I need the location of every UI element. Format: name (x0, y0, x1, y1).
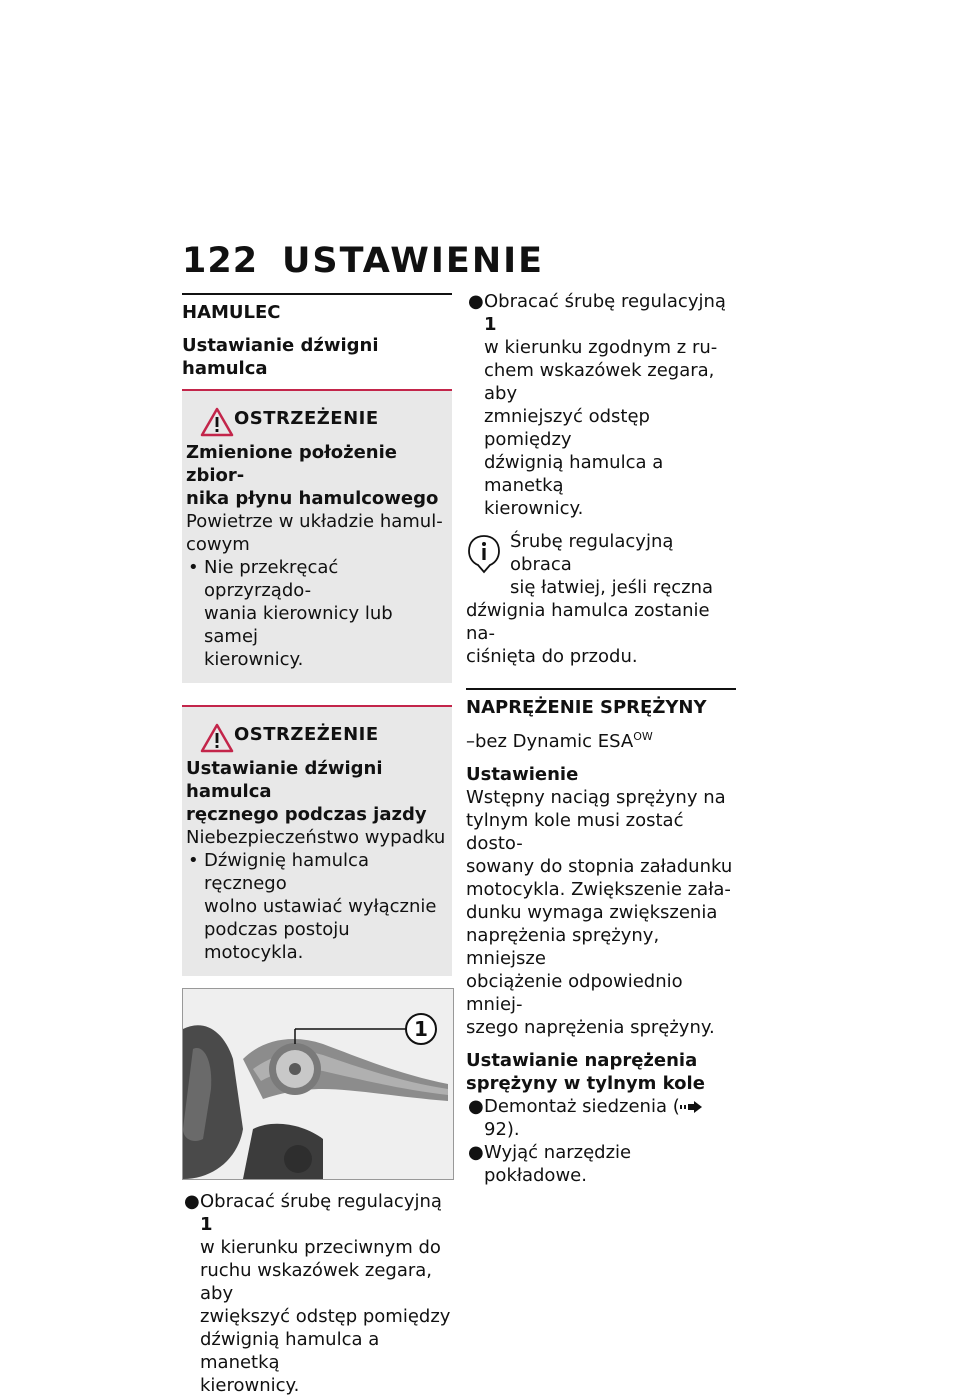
warning-box-2 (182, 707, 452, 976)
text-line: dźwignią hamulca a manetką (200, 1329, 380, 1373)
bullet-dot-icon: ● (468, 1142, 484, 1163)
brake-lever-figure (182, 988, 454, 1180)
step-remove-seat (466, 1095, 736, 1141)
left-column (182, 290, 452, 1397)
text-line: Dźwignię hamulca ręcznego (204, 850, 369, 894)
text-line: Wyjąć narzędzie pokładowe. (484, 1142, 632, 1186)
text-span: Obracać śrubę regulacyjną (200, 1191, 442, 1212)
text-line: kierownicy. (204, 649, 304, 670)
section-title-hamulec: HAMULEC (182, 302, 281, 323)
subsection-title-setting: Ustawienie (466, 764, 579, 785)
bullet-dot-icon: • (188, 850, 199, 871)
section-divider (466, 688, 736, 690)
text-line: sprężyny w tylnym kole (466, 1073, 705, 1094)
body-paragraph (466, 786, 736, 1039)
variant-note (466, 725, 736, 753)
section-divider (182, 293, 452, 295)
text-line: naprężenia sprężyny, mniejsze (466, 925, 660, 969)
subsection-title-rear-spring (466, 1049, 736, 1095)
warning-label: OSTRZEŻENIE (234, 724, 379, 745)
text-line: Zmienione położenie zbior- (186, 442, 397, 486)
step-instruction (466, 290, 736, 520)
text-span: Demontaż siedzenia ( (484, 1096, 680, 1117)
text-line: dźwignią hamulca a manetką (484, 452, 664, 496)
text-line: sowany do stopnia załadunku (466, 856, 733, 877)
text-line: nika płynu hamulcowego (186, 488, 439, 509)
subsection-title-lever: Ustawianie dźwigni hamulca (182, 335, 379, 379)
warning-bullet (186, 556, 446, 671)
info-icon (466, 534, 502, 574)
text-line: dunku wymaga zwiększenia (466, 902, 718, 923)
text-line: tylnym kole musi zostać dosto- (466, 810, 684, 854)
text-line: podczas postoju motocykla. (204, 919, 350, 963)
text-line: dźwignia hamulca zostanie na- (466, 600, 710, 644)
reference-number: 1 (484, 314, 497, 335)
warning-box-1 (182, 391, 452, 683)
text-line: Wstępny naciąg sprężyny na (466, 787, 726, 808)
right-column (466, 290, 736, 1187)
text-span: –bez Dynamic ESA (466, 731, 634, 752)
variant-superscript: OW (633, 730, 653, 743)
bullet-dot-icon: ● (468, 291, 484, 312)
text-line: się łatwiej, jeśli ręczna (510, 577, 714, 598)
text-line: kierownicy. (484, 498, 584, 519)
bullet-dot-icon: ● (184, 1191, 200, 1212)
text-line: obciążenie odpowiednio mniej- (466, 971, 683, 1015)
chapter-title: USTAWIENIE (282, 241, 545, 281)
figure-callout-number: 1 (414, 1017, 428, 1041)
text-line: Nie przekręcać oprzyrządo- (204, 557, 339, 601)
text-line: cowym (186, 534, 250, 555)
step-instruction (182, 1190, 452, 1397)
text-line: zmniejszyć odstęp pomiędzy (484, 406, 650, 450)
text-line: Powietrze w układzie hamul- (186, 511, 443, 532)
warning-label: OSTRZEŻENIE (234, 408, 379, 429)
text-line: Śrubę regulacyjną obraca (510, 531, 674, 575)
page-number: 122 (182, 241, 259, 281)
warning-body (186, 826, 446, 849)
section-title-spring: NAPRĘŻENIE SPRĘŻYNY (466, 697, 707, 718)
text-line: Ustawianie naprężenia (466, 1050, 698, 1071)
text-line: ręcznego podczas jazdy (186, 804, 427, 825)
page-reference-arrow-icon[interactable] (680, 1101, 702, 1113)
text-line (484, 290, 736, 336)
text-line: ciśnięta do przodu. (466, 646, 638, 667)
text-line: Niebezpieczeństwo wypadku (186, 827, 446, 848)
text-line: szego naprężenia sprężyny. (466, 1017, 715, 1038)
warning-title (186, 757, 446, 826)
info-note (466, 530, 736, 668)
page-header (182, 236, 742, 286)
bullet-dot-icon: ● (468, 1096, 484, 1117)
bullet-dot-icon: • (188, 557, 199, 578)
warning-bullet (186, 849, 446, 964)
text-line: zwiększyć odstęp pomiędzy (200, 1306, 451, 1327)
text-line: chem wskazówek zegara, aby (484, 360, 715, 404)
reference-number: 1 (200, 1214, 213, 1235)
text-line (484, 1095, 736, 1141)
text-line: Ustawianie dźwigni hamulca (186, 758, 383, 802)
text-line: motocykla. Zwiększenie zała- (466, 879, 731, 900)
warning-triangle-icon (200, 723, 234, 753)
text-line: wania kierownicy lub samej (204, 603, 393, 647)
step-remove-tool (466, 1141, 736, 1187)
text-span: Obracać śrubę regulacyjną (484, 291, 726, 312)
warning-body (186, 510, 446, 556)
text-line: ruchu wskazówek zegara, aby (200, 1260, 433, 1304)
brake-lever-illustration (183, 989, 453, 1179)
warning-title (186, 441, 446, 510)
text-line: w kierunku przeciwnym do (200, 1237, 441, 1258)
warning-triangle-icon (200, 407, 234, 437)
page-reference[interactable]: 92). (484, 1119, 520, 1140)
text-line (200, 1190, 452, 1236)
text-line: w kierunku zgodnym z ru- (484, 337, 718, 358)
text-line: kierownicy. (200, 1375, 300, 1396)
text-line: wolno ustawiać wyłącznie (204, 896, 437, 917)
